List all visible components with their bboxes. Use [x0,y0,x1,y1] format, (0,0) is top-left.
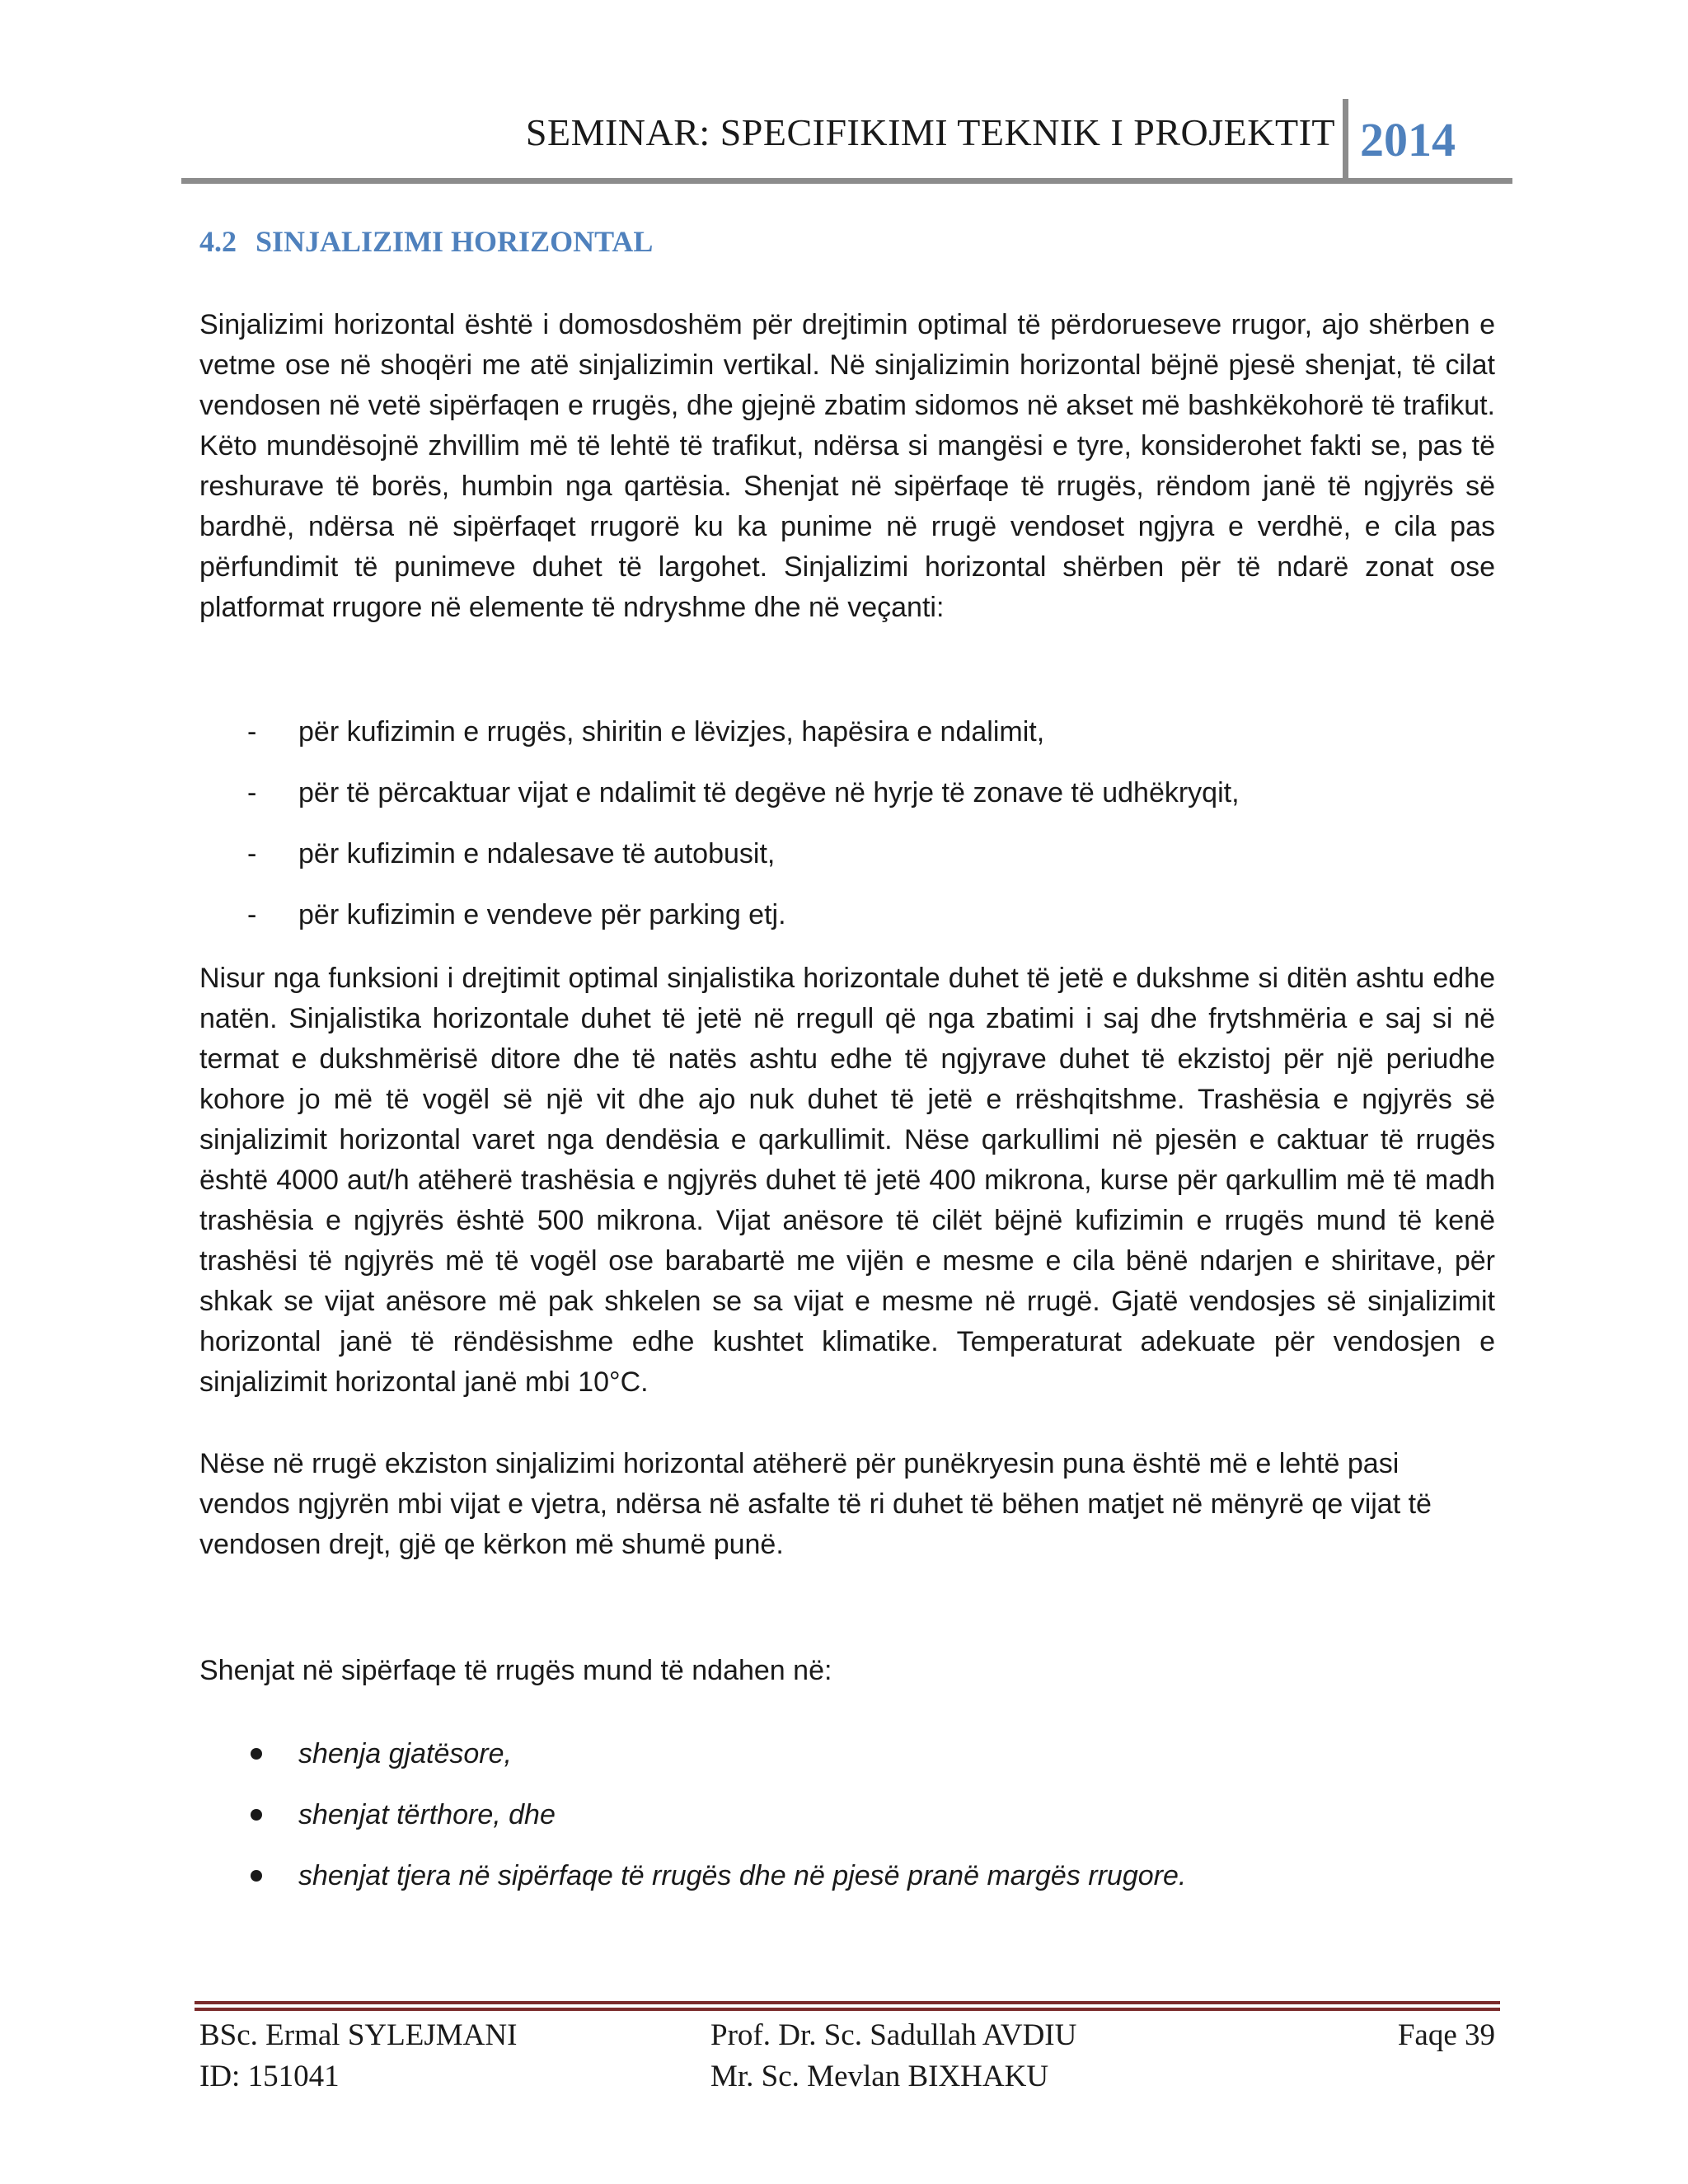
page-header [181,99,1512,181]
header-rule [181,178,1512,184]
dash-marker: - [247,899,257,930]
footer-author-block [199,2015,517,2097]
bullet-icon [251,1748,262,1760]
page-number: Faqe 39 [1397,2018,1495,2052]
header-year: 2014 [1360,113,1456,166]
paragraph-categories-intro: Shenjat në sipërfaqe të rrugës mund të ndahen në: [199,1655,832,1686]
footer-author: BSc. Ermal SYLEJMANI [199,2018,518,2052]
paragraph-visibility: Nisur nga funksioni i drejtimit optimal sinjalistika horizontale duhet të jetë e dukshme si ditën ashtu edhe natën. Sinjalistika horizontale duhet të jetë në rregull që nga zbatimi i saj dhe frytshmëria e saj si në termat e dukshmërisë ditore dhe të natës ashtu edhe të ngjyrave duhet të ekzistoj për një periudhe kohore jo më të vogël së një vit dhe ajo nuk duhet të jetë e rrëshqitshme. Trashësia e ngjyrës së sinjalizimit horizontal varet nga dendësia e qarkullimit. Nëse qarkullimi në pjesën e caktuar të rrugës është 4000 aut/h atëherë trashësia e ngjyrës duhet të jetë 400 mikrona, kurse për qarkullim më të madh trashësia e ngjyrës është 500 mikrona. Vijat anësore të cilët bëjnë kufizimin e rrugës mund të kenë trashësi të ngjyrës më të vogël ose barabartë me vijën e mesme e cila bënë ndarjen e shiritave, për shkak se vijat anësore më pak shkelen se sa vijat e mesme në rrugë. Gjatë vendosjes së sinjalizimit horizontal janë të rëndësishme edhe kushtet klimatike. Temperaturat adekuate për vendosjen e sinjalizimit horizontal janë mbi 10°C. [199,963,1495,1398]
list-item-text: shenja gjatësore, [298,1738,512,1769]
paragraph-existing-marking: Nëse në rrugë ekziston sinjalizimi horizontal atëherë për punëkryesin puna është më e lehtë pasi vendos ngjyrën mbi vijat e vjetra, ndërsa në asfalte të ri duhet të bëhen matjet në mënyrë qe vijat të vendosen drejt, gjë qe kërkon më shumë punë. [199,1448,1432,1560]
list-item-text: shenjat tërthore, dhe [298,1799,556,1830]
footer-mentor: Mr. Sc. Mevlan BIXHAKU [710,2060,1049,2093]
dash-marker: - [247,777,257,808]
footer-mentors-block [710,2015,1076,2097]
section-title: SINJALIZIMI HORIZONTAL [256,225,654,258]
header-divider [1343,99,1348,181]
bullet-icon [251,1809,262,1821]
bullet-icon [251,1870,262,1882]
dash-marker: - [247,838,257,869]
list-item-text: për kufizimin e vendeve për parking etj. [298,899,786,930]
paragraph-intro: Sinjalizimi horizontal është i domosdoshëm për drejtimin optimal të përdorueseve rrugor, ajo shërben e vetme ose në shoqëri me atë sinjalizimin vertikal. Në sinjalizimin horizontal bëjnë pjesë shenjat, të cilat vendosen në vetë sipërfaqen e rrugës, dhe gjejnë zbatim sidomos në akset më bashkëkohorë të trafikut. Këto mundësojnë zhvillim më të lehtë të trafikut, ndërsa si mangësi e tyre, konsiderohet fakti se, pas të reshurave të borës, humbin nga qartësia. Shenjat në sipërfaqe të rrugës, rëndom janë të ngjyrës së bardhë, ndërsa në sipërfaqet rrugorë ku ka punime në rrugë vendoset ngjyra e verdhë, e cila pas përfundimit të punimeve duhet të largohet. Sinjalizimi horizontal shërben për të ndarë zonat ose platformat rrugore në elemente të ndryshme dhe në veçanti: [199,309,1495,623]
footer-mentor: Prof. Dr. Sc. Sadullah AVDIU [710,2018,1077,2052]
dash-marker: - [247,716,257,748]
footer-rule [195,2001,1500,2004]
footer-rule [195,2008,1500,2011]
header-title: SEMINAR: SPECIFIKIMI TEKNIK I PROJEKTIT [525,111,1335,153]
list-item-text: për kufizimin e rrugës, shiritin e lëvizjes, hapësira e ndalimit, [298,716,1045,748]
section-heading [199,224,653,259]
list-item-text: shenjat tjera në sipërfaqe të rrugës dhe në pjesë pranë margës rrugore. [298,1860,1187,1891]
section-number: 4.2 [199,225,237,258]
list-item-text: për të përcaktuar vijat e ndalimit të degëve në hyrje të zonave të udhëkryqit, [298,777,1240,808]
footer-author-id: ID: 151041 [199,2060,340,2093]
list-item-text: për kufizimin e ndalesave të autobusit, [298,838,776,869]
